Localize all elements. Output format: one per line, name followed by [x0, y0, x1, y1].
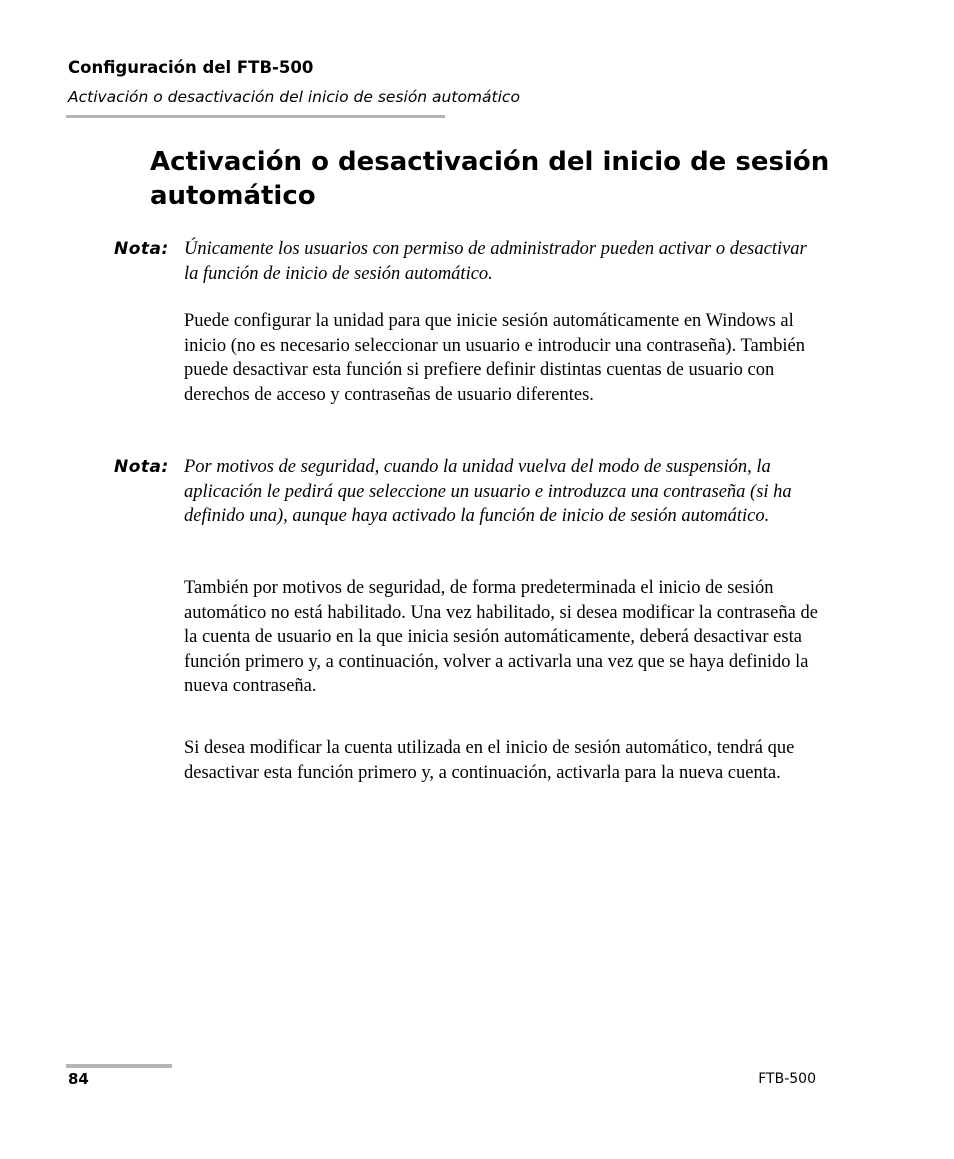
- running-header-section: Activación o desactivación del inicio de sesión automático: [68, 88, 520, 106]
- footer-product-name: FTB-500: [758, 1071, 816, 1087]
- paragraph-3: Si desea modificar la cuenta utilizada en el inicio de sesión automático, tendrá que desactivar esta función primero y, a continuación, activarla para la nueva cuenta.: [184, 738, 795, 783]
- running-header-chapter: Configuración del FTB-500: [68, 58, 314, 77]
- note-text-1: Únicamente los usuarios con permiso de administrador pueden activar o desactivar la función de inicio de sesión automático.: [184, 239, 807, 284]
- footer-divider: [66, 1064, 172, 1068]
- page-title: Activación o desactivación del inicio de sesión automático: [150, 147, 830, 211]
- note-label-1: Nota:: [114, 239, 169, 259]
- note-label-2: Nota:: [114, 457, 169, 477]
- note-text-2: Por motivos de seguridad, cuando la unidad vuelva del modo de suspensión, la aplicación le pedirá que seleccione un usuario e introduzca una contraseña (si ha definido una), aunque haya activado la función de inicio de sesión automático.: [184, 457, 792, 527]
- header-divider: [66, 115, 445, 118]
- paragraph-2: También por motivos de seguridad, de forma predeterminada el inicio de sesión automático no está habilitado. Una vez habilitado, si desea modificar la contraseña de la cuenta de usuario en la que inicia sesión automáticamente, deberá desactivar esta función primero y, a continuación, volver a activarla una vez que se haya definido la nueva contraseña.: [184, 578, 818, 697]
- paragraph-1: Puede configurar la unidad para que inicie sesión automáticamente en Windows al inicio (no es necesario seleccionar un usuario e introducir una contraseña). También puede desactivar esta función si prefiere definir distintas cuentas de usuario con derechos de acceso y contraseñas de usuario diferentes.: [184, 311, 805, 405]
- page-number: 84: [68, 1070, 89, 1088]
